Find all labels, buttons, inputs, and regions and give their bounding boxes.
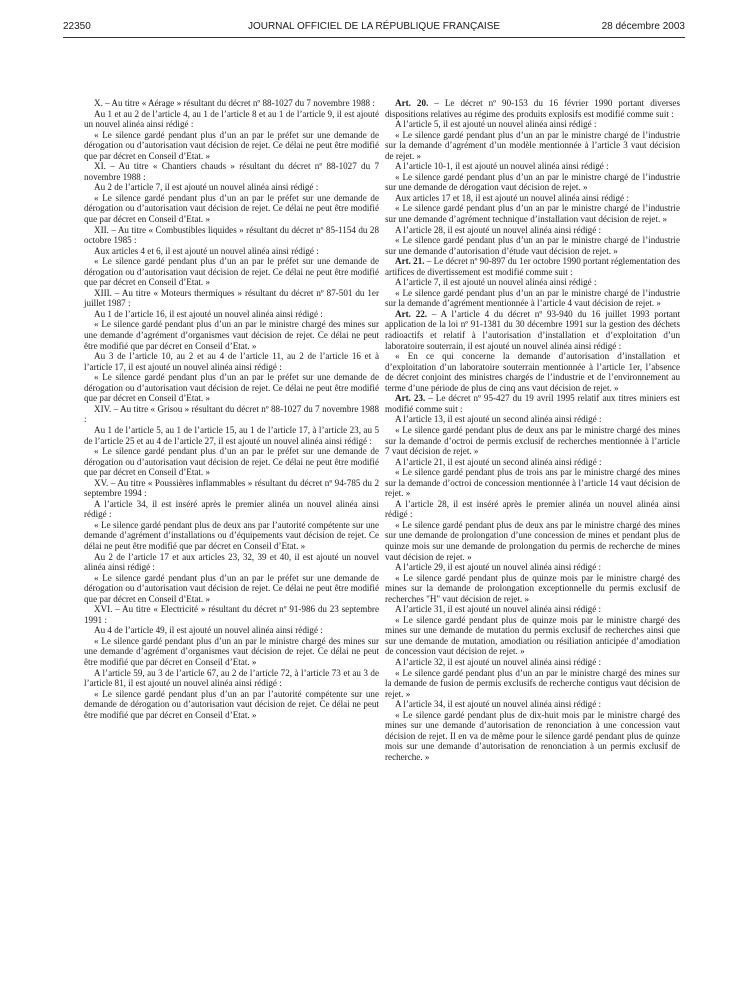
paragraph-text: « Le silence gardé pendant plus d’un an par le ministre chargé de l’industrie sur une demande de dérogation vaut décision de rejet. »	[385, 171, 680, 193]
paragraph-text: A l’article 28, il est inséré après le premier alinéa un nouvel alinéa ainsi rédigé :	[385, 498, 680, 520]
paragraph	[385, 98, 680, 119]
paragraph: XII. – Au titre « Combustibles liquides » résultant du décret nº 85-1154 du 28 octobre 1985 :	[84, 224, 379, 246]
paragraph-text: A l’article 10-1, il est ajouté un nouvel alinéa ainsi rédigé :	[395, 161, 609, 172]
paragraph	[385, 657, 680, 668]
paragraph: X. – Au titre « Aérage » résultant du décret nº 88-1027 du 7 novembre 1988 :	[94, 98, 375, 108]
paragraph: « Le silence gardé pendant plus de deux ans par l’autorité compétente sur une demande d’agrément d’installations ou d’équipements vaut décision de rejet. Ce délai ne peut être modifié que par décret en Conseil d’Etat. »	[84, 519, 379, 551]
paragraph-text: – Le décret nº 90-897 du 1er octobre 1990 portant réglementation des artifices de divertissement est modifié comme suit :	[385, 256, 681, 277]
paragraph-text: A l’article 5, il est ajouté un nouvel alinéa ainsi rédigé :	[395, 119, 597, 130]
page-header	[63, 21, 685, 35]
paragraph: Aux articles 4 et 6, il est ajouté un nouvel alinéa ainsi rédigé :	[94, 245, 319, 256]
paragraph-text: – Le décret nº 95-427 du 19 avril 1995 relatif aux titres miniers est modifié comme suit :	[385, 393, 681, 414]
left-column	[84, 98, 379, 720]
paragraph	[385, 604, 680, 615]
paragraph	[385, 425, 680, 457]
paragraph: « Le silence gardé pendant plus d’un an par le préfet sur une demande de dérogation ou d’autorisation vaut décision de rejet. Ce délai ne peut être modifié que par décret en Conseil d’Etat. »	[84, 256, 379, 288]
paragraph-text: A l’article 28, il est ajouté un nouvel alinéa ainsi rédigé :	[395, 224, 602, 235]
paragraph: « Le silence gardé pendant plus d’un an par le préfet sur une demande de dérogation ou d’autorisation vaut décision de rejet. Ce délai ne peut être modifié que par décret en Conseil d’Etat. »	[84, 572, 379, 604]
journal-title: JOURNAL OFFICIEL DE LA RÉPUBLIQUE FRANÇAISE	[247, 21, 501, 32]
paragraph	[385, 393, 680, 414]
paragraph	[385, 351, 680, 393]
paragraph-text: « Le silence gardé pendant plus d’un an par le ministre chargé de l’industrie sur la demande d’agrément d’un modèle mentionnée à l’article 3 vaut décision de rejet. »	[385, 129, 680, 161]
paragraph: XVI. – Au titre « Electricité » résultant du décret nº 91-986 du 23 septembre 1991 :	[84, 604, 379, 625]
paragraph	[385, 520, 680, 562]
paragraph-text: « Le silence gardé pendant plus d’un an par le ministre chargé de l’industrie sur la demande d’agrément mentionnée à l’article 4 vaut décision de rejet. »	[385, 287, 680, 309]
paragraph-text: – A l’article 4 du décret nº 93-940 du 16 juillet 1993 portant application de la loi nº 91-1381 du 30 décembre 1991 sur la gestion des déchets radioactifs et relatif à l’autorisation d’installation et d’exploitation d’un laboratoire souterrain, il est ajouté un nouvel alinéa ainsi rédigé :	[385, 308, 681, 351]
paragraph-text: « Le silence gardé pendant plus d’un an par le ministre chargé de l’industrie sur une demande d’agrément technique d’installation vaut décision de rejet. »	[385, 203, 680, 225]
paragraph-text: A l’article 21, il est ajouté un second alinéa ainsi rédigé :	[395, 456, 602, 467]
publication-date: 28 décembre 2003	[601, 21, 685, 32]
paragraph: « Le silence gardé pendant plus d’un an par le ministre chargé des mines sur une demande d’agrément d’organismes vaut décision de rejet. Ce délai ne peut être modifié que par décret en Conseil d’Etat. »	[84, 635, 379, 667]
paragraph: « Le silence gardé pendant plus d’un an par le préfet sur une demande de dérogation ou d’autorisation vaut décision de rejet. Ce délai ne peut être modifié que par décret en Conseil d’Etat. »	[84, 192, 379, 225]
paragraph	[385, 668, 680, 700]
page-number: 22350	[63, 21, 91, 32]
paragraph: XI. – Au titre « Chantiers chauds » résultant du décret nº 88-1027 du 7 novembre 1988 :	[84, 161, 379, 182]
paragraph: XIII. – Au titre « Moteurs thermiques » résultant du décret nº 87-501 du 1er juillet 1987 :	[84, 287, 379, 309]
paragraph	[385, 256, 680, 277]
paragraph: « Le silence gardé pendant plus d’un an par le ministre chargé des mines sur une demande d’agrément d’organismes vaut décision de rejet. Ce délai ne peut être modifié que par décret en Conseil d’Etat. »	[84, 319, 379, 351]
paragraph: XV. – Au titre « Poussières inflammables » résultant du décret nº 94-785 du 2 septembre 1994 :	[84, 477, 379, 499]
paragraph-text: – Le décret nº 90-153 du 16 février 1990 portant diverses dispositions relatives au régime des produits explosifs est modifié comme suit :	[385, 98, 680, 119]
paragraph-text: « Le silence gardé pendant plus de dix-huit mois par le ministre chargé des mines sur une demande d’autorisation de renonciation à une concession vaut décision de rejet. Il en va de même pour le silence gardé pendant plus de quinze mois sur une demande d’autorisation de renonciation à un permis exclusif de recherche. »	[385, 709, 680, 762]
paragraph-text: « Le silence gardé pendant plus de deux ans par le ministre chargé des mines sur une demande de prolongation d’une concession de mines et pendant plus de quinze mois sur une demande de prolongation du permis de recherche de mines vaut décision de rejet. »	[385, 519, 680, 562]
article-heading: Art. 21.	[395, 256, 425, 267]
paragraph-text: A l’article 29, il est ajouté un nouvel alinéa ainsi rédigé :	[395, 562, 602, 573]
paragraph: Au 1 de l’article 5, au 1 de l’article 15, au 1 de l’article 17, à l’article 23, au 5 de l’article 25 et au 4 de l’article 27, il est ajouté un nouvel alinéa ainsi rédigé :	[84, 424, 379, 446]
paragraph: Au 1 et au 2 de l’article 4, au 1 de l’article 8 et au 1 de l’article 9, il est ajouté un nouvel alinéa ainsi rédigé :	[84, 108, 379, 130]
paragraph-text: « Le silence gardé pendant plus de trois ans par le ministre chargé des mines sur la demande d’octroi de concession mentionnée à l’article 14 vaut décision de rejet. »	[385, 467, 680, 499]
paragraph	[385, 615, 680, 657]
paragraph: Au 4 de l’article 49, il est ajouté un nouvel alinéa ainsi rédigé :	[94, 625, 323, 636]
paragraph-text: « Le silence gardé pendant plus de quinze mois par le ministre chargé des mines sur une demande de mutation du permis exclusif de recherches ainsi que sur une demande de mutation, amodiation ou résiliation anticipée d’amodiation de concession vaut décision de rejet. »	[385, 614, 680, 657]
paragraph	[385, 699, 680, 710]
paragraph-text: Aux articles 17 et 18, il est ajouté un nouvel alinéa ainsi rédigé :	[395, 192, 629, 203]
paragraph	[385, 573, 680, 605]
paragraph: « Le silence gardé pendant plus d’un an par l’autorité compétente sur une demande de dérogation ou d’autorisation vaut décision de rejet. Ce délai ne peut être modifié que par décret en Conseil d’Etat. »	[84, 688, 379, 720]
paragraph: A l’article 59, au 3 de l’article 67, au 2 de l’article 72, à l’article 73 et au 3 de l’article 81, il est ajouté un nouvel alinéa ainsi rédigé :	[84, 667, 379, 689]
paragraph	[385, 309, 680, 351]
paragraph	[385, 457, 680, 468]
paragraph	[385, 172, 680, 193]
paragraph	[385, 130, 680, 162]
paragraph	[385, 499, 680, 520]
paragraph	[385, 161, 680, 172]
paragraph: « Le silence gardé pendant plus d’un an par le préfet sur une demande de dérogation ou d’autorisation vaut décision de rejet. Ce délai ne peut être modifié que par décret en Conseil d’Etat. »	[84, 129, 379, 161]
paragraph: Au 2 de l’article 17 et aux articles 23, 32, 39 et 40, il est ajouté un nouvel alinéa ainsi rédigé :	[84, 551, 379, 573]
paragraph: Au 3 de l’article 10, au 2 et au 4 de l’article 11, au 2 de l’article 16 et à l’article 17, il est ajouté un nouvel alinéa ainsi rédigé :	[84, 351, 379, 372]
paragraph: « Le silence gardé pendant plus d’un an par le préfet sur une demande de dérogation ou d’autorisation vaut décision de rejet. Ce délai ne peut être modifié que par décret en Conseil d’Etat. »	[84, 372, 379, 404]
paragraph	[385, 277, 680, 288]
paragraph: Au 1 de l’article 16, il est ajouté un nouvel alinéa ainsi rédigé :	[94, 308, 323, 319]
paragraph-text: « Le silence gardé pendant plus d’un an par le ministre chargé des mines sur la demande de fusion de permis exclusifs de recherche contigus vaut décision de rejet. »	[385, 667, 680, 699]
paragraph	[385, 562, 680, 573]
paragraph-text: « Le silence gardé pendant plus d’un an par le ministre chargé de l’industrie sur une demande d’autorisation d’étude vaut décision de rejet. »	[385, 235, 680, 256]
paragraph-text: A l’article 13, il est ajouté un second alinéa ainsi rédigé :	[395, 414, 602, 425]
paragraph: A l’article 34, il est inséré après le premier alinéa un nouvel alinéa ainsi rédigé :	[84, 498, 379, 520]
paragraph	[385, 225, 680, 236]
paragraph-text: « Le silence gardé pendant plus de deux ans par le ministre chargé des mines sur la demande d’octroi de permis exclusif de recherches mentionnée à l’article 7 vaut décision de rejet. »	[385, 424, 680, 457]
paragraph-text: A l’article 7, il est ajouté un nouvel alinéa ainsi rédigé :	[395, 277, 597, 288]
right-column	[385, 98, 680, 762]
paragraph-text: A l’article 31, il est ajouté un nouvel alinéa ainsi rédigé :	[395, 604, 602, 615]
paragraph	[385, 288, 680, 309]
header-rule	[63, 37, 685, 38]
paragraph: XIV. – Au titre « Grisou » résultant du décret nº 88-1027 du 7 novembre 1988 :	[84, 403, 379, 425]
paragraph	[385, 193, 680, 204]
paragraph: « Le silence gardé pendant plus d’un an par le préfet sur une demande de dérogation ou d’autorisation vaut décision de rejet. Ce délai ne peut être modifié que par décret en Conseil d’Etat. »	[84, 446, 379, 478]
paragraph: Au 2 de l’article 7, il est ajouté un nouvel alinéa ainsi rédigé :	[94, 182, 319, 193]
article-heading: Art. 22.	[395, 308, 428, 319]
paragraph-text: « En ce qui concerne la demande d’autorisation d’installation et d’exploitation d’un laboratoire souterrain mentionnée à l’article 1er, l’absence de décret conjoint des ministres chargés de l’industrie et de l’environnement au terme d’une période de plus de cinq ans vaut décision de rejet. »	[385, 351, 680, 393]
paragraph	[385, 414, 680, 425]
paragraph	[385, 235, 680, 256]
paragraph	[385, 710, 680, 763]
paragraph-text: A l’article 32, il est ajouté un nouvel alinéa ainsi rédigé :	[395, 656, 602, 667]
paragraph	[385, 203, 680, 224]
paragraph	[385, 467, 680, 499]
paragraph	[385, 119, 680, 130]
paragraph-text: « Le silence gardé pendant plus de quinze mois par le ministre chargé des mines sur la demande de prolongation exceptionnelle du permis exclusif de recherches "H" vaut décision de rejet. »	[385, 572, 680, 604]
article-heading: Art. 23.	[395, 393, 426, 404]
paragraph-text: A l’article 34, il est ajouté un nouvel alinéa ainsi rédigé :	[395, 699, 602, 710]
article-heading: Art. 20.	[395, 98, 429, 108]
